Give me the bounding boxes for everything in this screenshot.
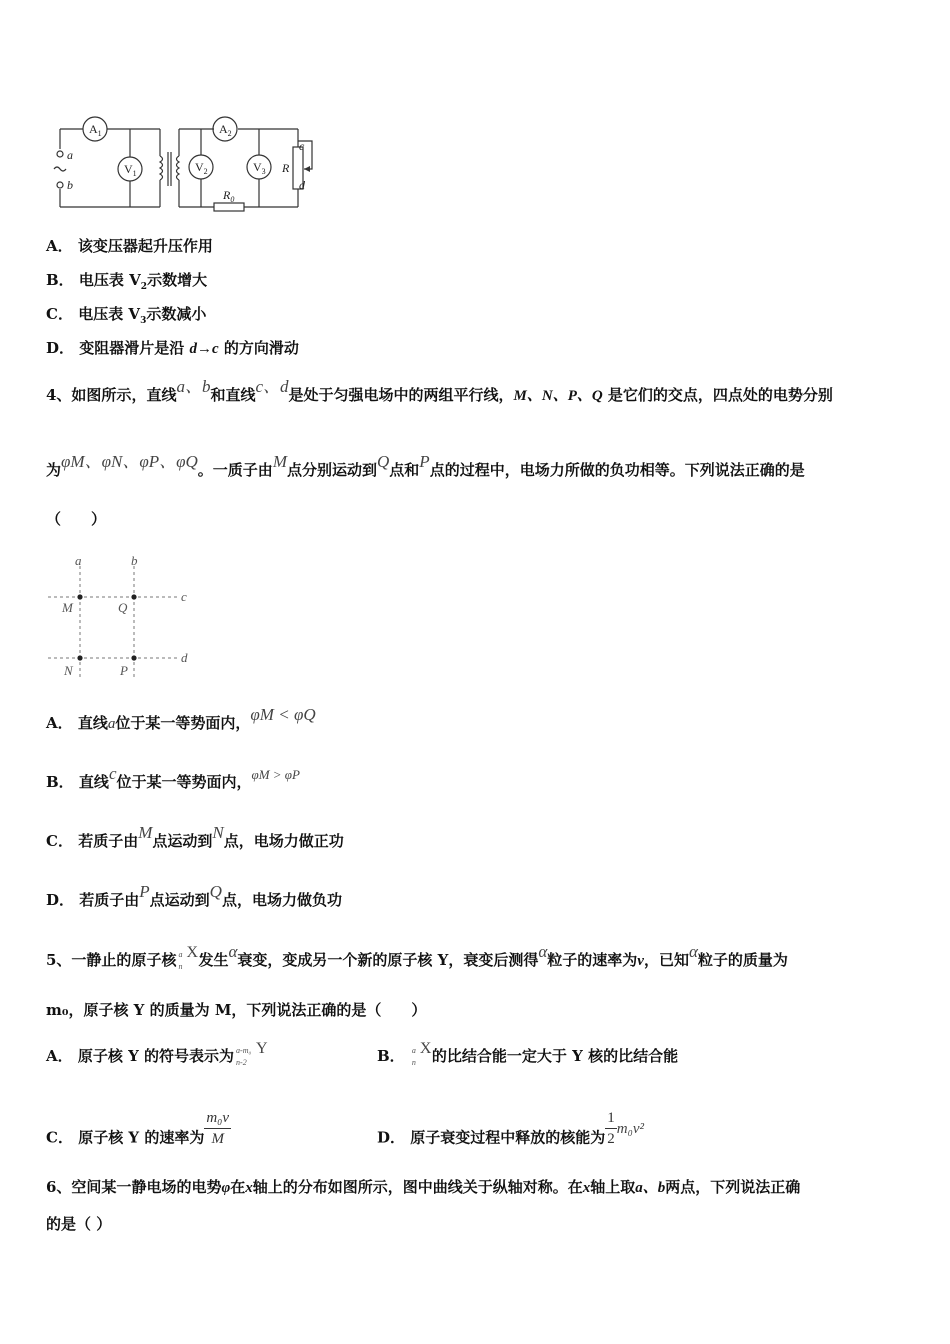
point-q-label: Q bbox=[118, 600, 128, 615]
slider-c-label: c bbox=[299, 139, 305, 153]
ammeter-a2-label: $A_2$ bbox=[219, 122, 232, 138]
q3-option-b: B． 电压表 $V_2$示数增大 bbox=[46, 271, 208, 292]
point-p-label: P bbox=[120, 663, 128, 678]
line-a-label: a bbox=[75, 553, 82, 568]
q6-stem-line2: 的是（ ） bbox=[46, 1215, 112, 1233]
line-b-label: b bbox=[131, 553, 138, 568]
line-d-label: d bbox=[181, 650, 188, 665]
nucleus-y-symbol: a-m₀ n-2 Y bbox=[236, 1040, 268, 1067]
resistor-r-label: R bbox=[282, 161, 290, 175]
field-grid-diagram bbox=[48, 552, 198, 682]
nucleus-x-symbol: a n X bbox=[178, 944, 199, 971]
q4-option-c: C． 若质子由M点运动到N点，电场力做正功 bbox=[46, 823, 344, 850]
q5-option-a: A． 原子核 Y 的符号表示为 a-m₀ n-2 Y bbox=[46, 1040, 268, 1067]
q3-option-d: D． 变阻器滑片是沿 d→c 的方向滑动 bbox=[46, 339, 299, 357]
q4-option-b: B． 直线c位于某一等势面内，φM > φP bbox=[46, 764, 300, 791]
resistor-r0-label: $R_0$ bbox=[223, 188, 235, 204]
voltmeter-v3-label: $V_3$ bbox=[253, 160, 266, 176]
q4-stem-line1: 4、如图所示，直线a、b和直线c、d是处于匀强电场中的两组平行线，M、N、P、Q 是它们的交点，四点处的电势分别 bbox=[46, 377, 833, 404]
q5-option-d: D． 原子衰变过程中释放的核能为 $\frac{1}{2}$ m₀v² bbox=[377, 1110, 644, 1147]
q5-stem-line1: 5、一静止的原子核 a n X 发生α衰变，变成另一个新的原子核 Y，衰变后测得α粒子的速率为v，已知α粒子的质量为 bbox=[46, 942, 788, 971]
voltmeter-v1-label: $V_1$ bbox=[124, 162, 137, 178]
circuit-diagram bbox=[48, 112, 318, 217]
slider-d-label: d bbox=[299, 178, 305, 192]
q3-option-a: A． 该变压器起升压作用 bbox=[46, 237, 213, 255]
q4-option-d: D． 若质子由P点运动到Q点，电场力做负功 bbox=[46, 882, 342, 909]
q4-stem-line2: 为φM、φN、φP、φQ。一质子由M点分别运动到Q点和P点的过程中，电场力所做的负功相等。下列说法正确的是 bbox=[46, 452, 805, 479]
line-c-label: c bbox=[181, 589, 187, 604]
velocity-fraction: $\frac{\text{m₀v}}{M}$ bbox=[206, 1110, 230, 1147]
q6-stem-line1: 6、空间某一静电场的电势φ在x轴上的分布如图所示，图中曲线关于纵轴对称。在x轴上取a、b两点，下列说法正确 bbox=[46, 1178, 801, 1196]
q4-answer-blank: （ ） bbox=[46, 510, 107, 528]
ammeter-a1-label: $A_1$ bbox=[89, 122, 102, 138]
terminal-b-label: b bbox=[67, 178, 73, 192]
q5-option-c: C． 原子核 Y 的速率为 $\frac{\text{m₀v}}{M}$ bbox=[46, 1110, 230, 1147]
q5-option-b: B． a n X 的比结合能一定大于 Y 核的比结合能 bbox=[377, 1040, 679, 1067]
point-m-label: M bbox=[62, 600, 73, 615]
q3-option-c: C． 电压表 $V_3$示数减小 bbox=[46, 305, 207, 326]
voltmeter-v2-label: $V_2$ bbox=[195, 160, 208, 176]
q4-option-a: A． 直线a位于某一等势面内，φM < φQ bbox=[46, 705, 316, 732]
nucleus-x-symbol-b: a n X bbox=[411, 1040, 432, 1067]
terminal-a-label: a bbox=[67, 148, 73, 162]
q5-stem-line2: m₀，原子核 Y 的质量为 M，下列说法正确的是（ ） bbox=[46, 1001, 427, 1019]
point-n-label: N bbox=[64, 663, 73, 678]
half-fraction: $\frac{1}{2}$ bbox=[607, 1110, 615, 1147]
